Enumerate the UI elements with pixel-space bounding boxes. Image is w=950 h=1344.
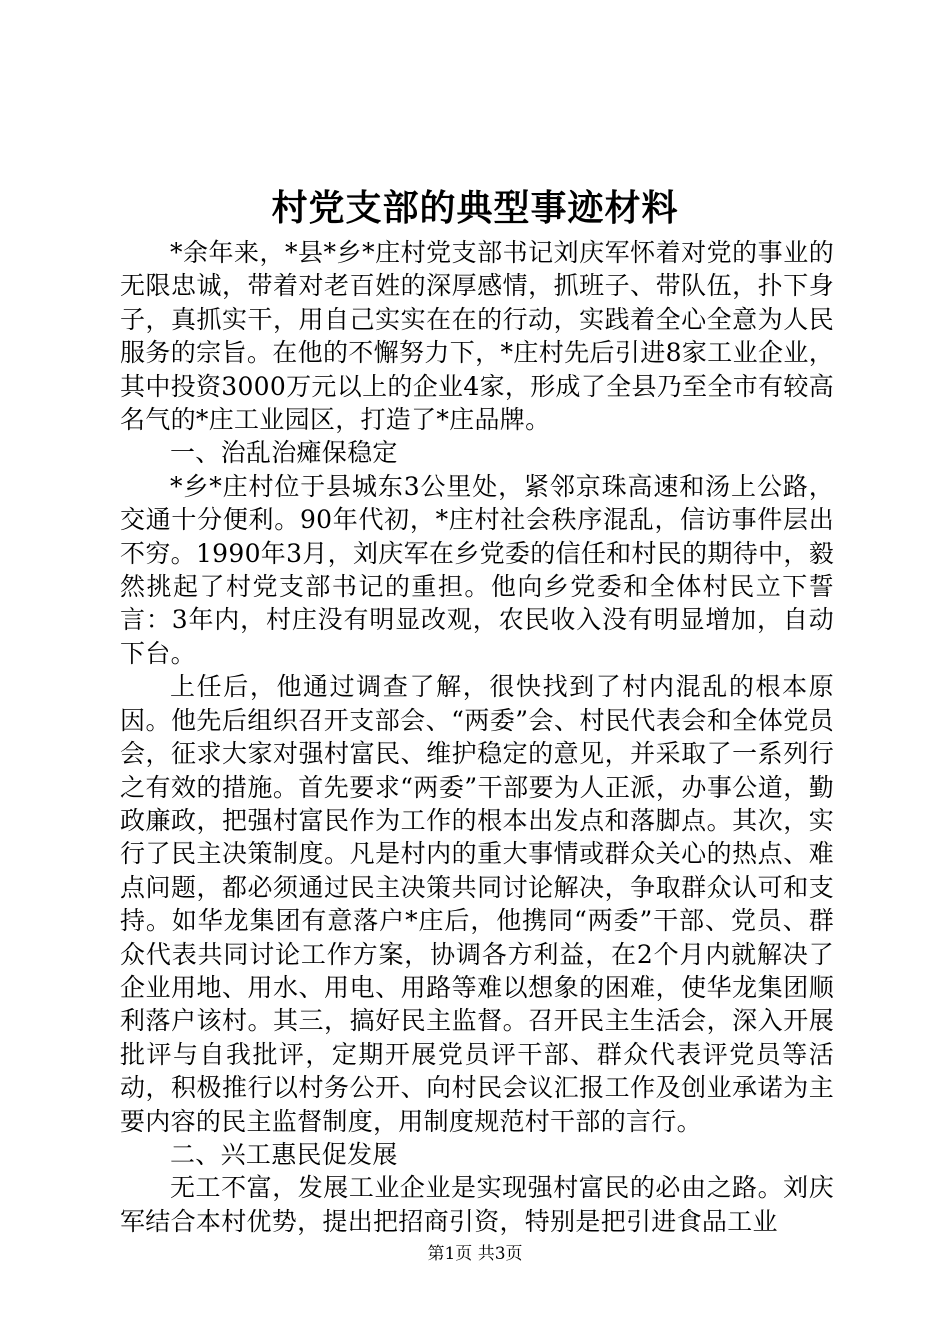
paragraph-industry: 无工不富，发展工业企业是实现强村富民的必由之路。刘庆军结合本村优势，提出把招商引资，特别是把引进食品工业 — [120, 1173, 834, 1236]
section-heading-1: 一、治乱治瘫保稳定 — [170, 438, 398, 468]
document-title: 村党支部的典型事迹材料 — [271, 187, 679, 229]
section-heading-2: 二、兴工惠民促发展 — [170, 1139, 398, 1169]
page-footer: 第1页 共3页 — [427, 1244, 523, 1264]
paragraph-location: *乡*庄村位于县城东3公里处，紧邻京珠高速和汤上公路，交通十分便利。90年代初，*庄村社会秩序混乱，信访事件层出不穷。1990年3月，刘庆军在乡党委的信任和村民的期待中，毅然挑起了村党支部书记的重担。他向乡党委和全体村民立下誓言：3年内，村庄没有明显改观，农民收入没有明显增加，自动下台。 — [120, 471, 834, 668]
paragraph-intro: *余年来，*县*乡*庄村党支部书记刘庆军怀着对党的事业的无限忠诚，带着对老百姓的深厚感情，抓班子、带队伍，扑下身子，真抓实干，用自己实实在在的行动，实践着全心全意为人民服务的宗旨。在他的不懈努力下，*庄村先后引进8家工业企业，其中投资3000万元以上的企业4家，形成了全县乃至全市有较高名气的*庄工业园区，打造了*庄品牌。 — [120, 238, 834, 435]
document-body — [120, 236, 834, 1238]
paragraph-measures: 上任后，他通过调查了解，很快找到了村内混乱的根本原因。他先后组织召开支部会、“两委”会、村民代表会和全体党员会，征求大家对强村富民、维护稳定的意见，并采取了一系列行之有效的措施。首先要求“两委”干部要为人正派，办事公道，勤政廉政，把强村富民作为工作的根本出发点和落脚点。其次，实行了民主决策制度。凡是村内的重大事情或群众关心的热点、难点问题，都必须通过民主决策共同讨论解决，争取群众认可和支持。如华龙集团有意落户*庄后，他携同“两委”干部、党员、群众代表共同讨论工作方案，协调各方利益，在2个月内就解决了企业用地、用水、用电、用路等难以想象的困难，使华龙集团顺利落户该村。其三，搞好民主监督。召开民主生活会，深入开展批评与自我批评，定期开展党员评干部、群众代表评党员等活动，积极推行以村务公开、向村民会议汇报工作及创业承诺为主要内容的民主监督制度，用制度规范村干部的言行。 — [120, 672, 834, 1136]
